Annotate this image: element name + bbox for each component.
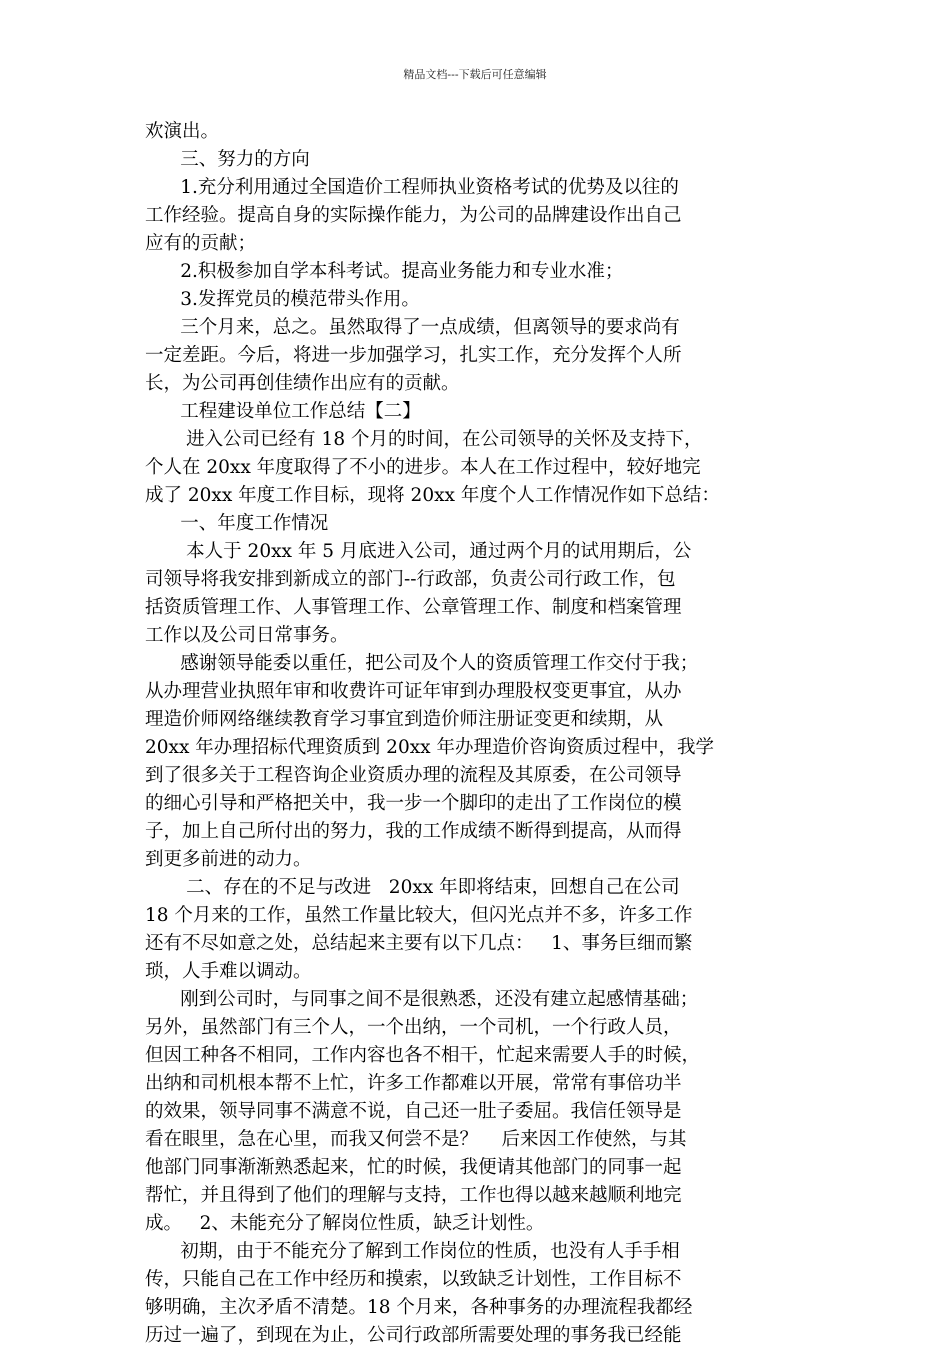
text-line: 进入公司已经有 18 个月的时间，在公司领导的关怀及支持下， (145, 429, 703, 450)
text-line: 1.充分利用通过全国造价工程师执业资格考试的优势及以往的 (145, 177, 679, 198)
text-line: 传，只能自己在工作中经历和摸索，以致缺乏计划性，工作目标不 (145, 1269, 682, 1290)
text-line: 应有的贡献； (145, 233, 257, 254)
text-line: 2.积极参加自学本科考试。提高业务能力和专业水准； (145, 261, 624, 282)
text-line: 初期，由于不能充分了解到工作岗位的性质，也没有人手手相 (145, 1241, 680, 1262)
text-line: 3.发挥党员的模范带头作用。 (145, 289, 420, 310)
text-line: 成了 20xx 年度工作目标，现将 20xx 年度个人工作情况作如下总结： (145, 485, 720, 506)
text-line: 从办理营业执照年审和收费许可证年审到办理股权变更事宜，从办 (145, 681, 682, 702)
text-line: 司领导将我安排到新成立的部门--行政部，负责公司行政工作，包 (145, 569, 676, 590)
text-line: 工作经验。提高自身的实际操作能力，为公司的品牌建设作出自己 (145, 205, 682, 226)
text-line: 到了很多关于工程咨询企业资质办理的流程及其原委，在公司领导 (145, 765, 682, 786)
text-line: 的效果，领导同事不满意不说，自己还一肚子委屈。我信任领导是 (145, 1101, 682, 1122)
text-line: 二、存在的不足与改进 20xx 年即将结束，回想自己在公司 (145, 877, 680, 898)
text-line: 三个月来，总之。虽然取得了一点成绩，但离领导的要求尚有 (145, 317, 680, 338)
text-line: 帮忙，并且得到了他们的理解与支持，工作也得以越来越顺利地完 (145, 1185, 682, 1206)
page-header: 精品文档---下载后可任意编辑 (403, 68, 547, 81)
text-line: 另外，虽然部门有三个人，一个出纳，一个司机，一个行政人员， (145, 1017, 682, 1038)
text-line: 够明确，主次矛盾不清楚。18 个月来，各种事务的办理流程我都经 (145, 1297, 693, 1318)
text-line: 的细心引导和严格把关中，我一步一个脚印的走出了工作岗位的模 (145, 793, 682, 814)
text-line: 一、年度工作情况 (145, 513, 329, 534)
text-line: 工程建设单位工作总结【二】 (145, 401, 421, 422)
text-line: 但因工种各不相同，工作内容也各不相干，忙起来需要人手的时候， (145, 1045, 701, 1066)
text-line: 欢演出。 (145, 121, 220, 142)
text-line: 历过一遍了，到现在为止，公司行政部所需要处理的事务我已经能 (145, 1325, 682, 1346)
text-line: 琐，人手难以调动。 (145, 961, 312, 982)
text-line: 本人于 20xx 年 5 月底进入公司，通过两个月的试用期后，公 (145, 541, 692, 562)
text-line: 长，为公司再创佳绩作出应有的贡献。 (145, 373, 460, 394)
text-line: 出纳和司机根本帮不上忙，许多工作都难以开展，常常有事倍功半 (145, 1073, 682, 1094)
text-line: 括资质管理工作、人事管理工作、公章管理工作、制度和档案管理 (145, 597, 682, 618)
text-line: 他部门同事渐渐熟悉起来，忙的时候，我便请其他部门的同事一起 (145, 1157, 682, 1178)
text-line: 一定差距。今后，将进一步加强学习，扎实工作，充分发挥个人所 (145, 345, 682, 366)
text-line: 感谢领导能委以重任，把公司及个人的资质管理工作交付于我； (145, 653, 699, 674)
text-line: 看在眼里，急在心里，而我又何尝不是？ 后来因工作使然，与其 (145, 1129, 687, 1150)
text-line: 20xx 年办理招标代理资质到 20xx 年办理造价咨询资质过程中，我学 (145, 737, 714, 758)
text-line: 理造价师网络继续教育学习事宜到造价师注册证变更和续期，从 (145, 709, 664, 730)
text-line: 个人在 20xx 年度取得了不小的进步。本人在工作过程中，较好地完 (145, 457, 701, 478)
text-line: 18 个月来的工作，虽然工作量比较大，但闪光点并不多，许多工作 (145, 905, 693, 926)
document-body (145, 118, 810, 1350)
text-line: 子，加上自己所付出的努力，我的工作成绩不断得到提高，从而得 (145, 821, 682, 842)
text-line: 到更多前进的动力。 (145, 849, 312, 870)
text-line: 还有不尽如意之处，总结起来主要有以下几点： 1、事务巨细而繁 (145, 933, 693, 954)
text-line: 成。 2、未能充分了解岗位性质，缺乏计划性。 (145, 1213, 545, 1234)
text-line: 三、努力的方向 (145, 149, 310, 170)
text-line: 刚到公司时，与同事之间不是很熟悉，还没有建立起感情基础； (145, 989, 699, 1010)
text-line: 工作以及公司日常事务。 (145, 625, 349, 646)
